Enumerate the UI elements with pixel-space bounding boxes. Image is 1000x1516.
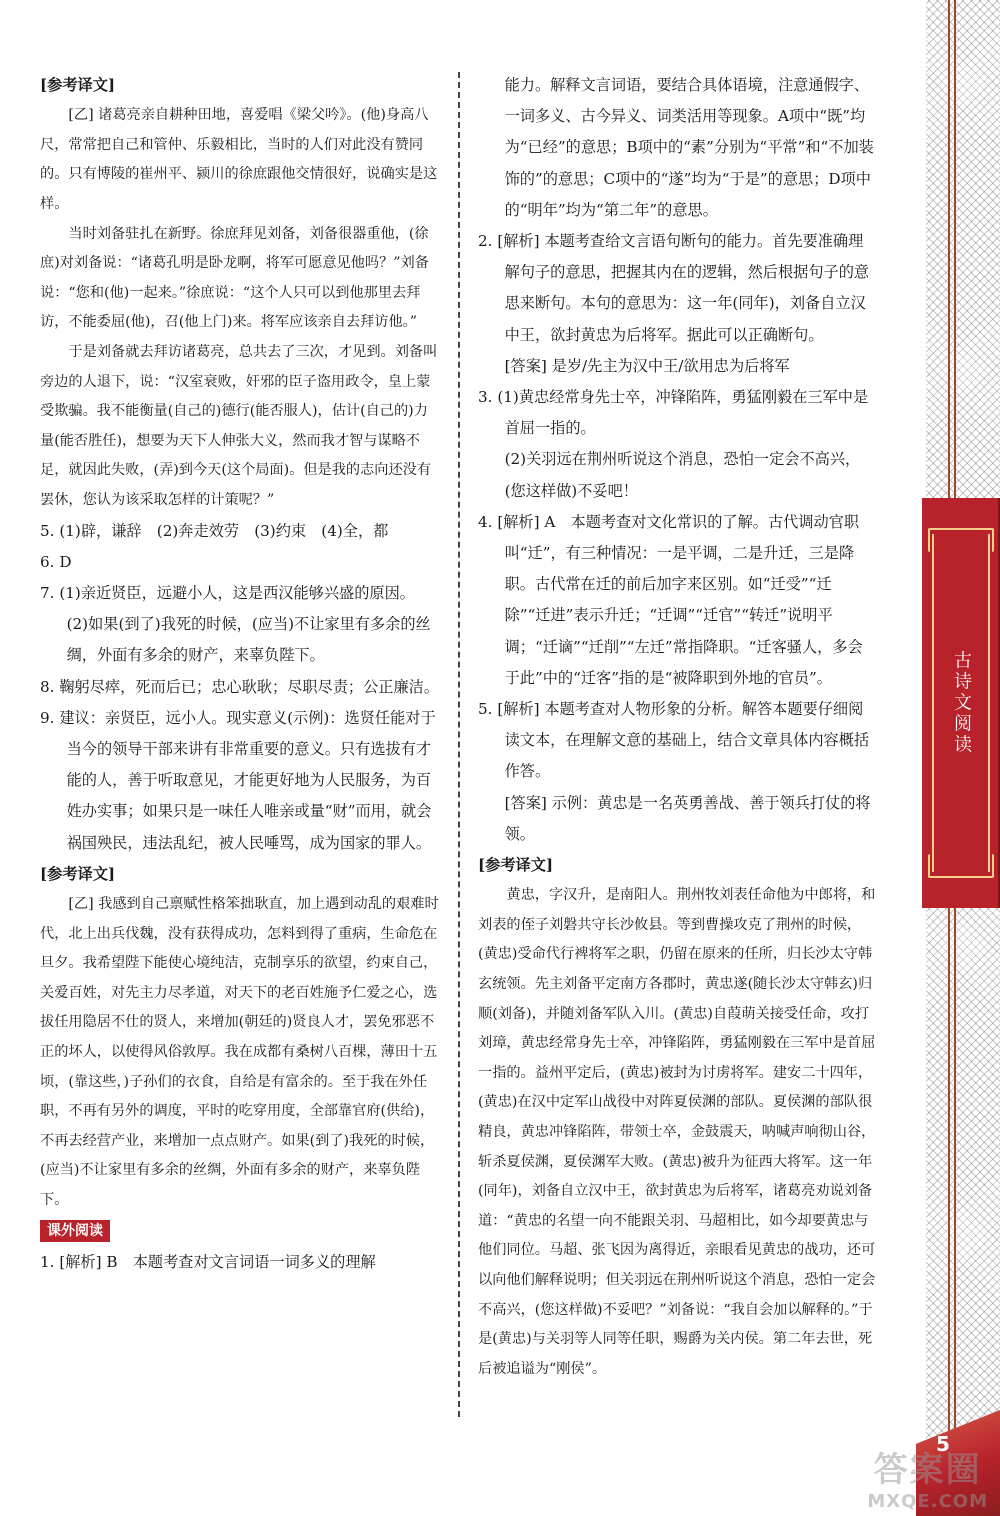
answer-item-3: 3. (1)黄忠经常身先士卒，冲锋陷阵，勇猛刚毅在三军中是首屈一指的。 — [478, 388, 869, 438]
translation-heading: [参考译文] — [478, 856, 554, 875]
answer-item-1: 1. [解析] B 本题考查对文言词语一词多义的理解 — [40, 1252, 376, 1271]
answer-item-3-part-2: (2)关羽远在荆州听说这个消息，恐怕一定会不高兴，(您这样做)不妥吧！ — [504, 450, 861, 500]
translation-paragraph: [乙] 我感到自己禀赋性格笨拙耿直，加上遇到动乱的艰难时代，北上出兵伐魏，没有获得成功，怎料到得了重病，生命危在旦夕。我希望陛下能使心境纯洁，克制享乐的欲望，约束自己，关爱百姓，对先主力尽孝道，对天下的老百姓施予仁爱之心，选拔任用隐居不仕的贤人，来增加(朝廷的)贤良人才，罢免邪恶不正的坏人，以使得风俗敦厚。我在成都有桑树八百棵，薄田十五顷，(靠这些，)子孙们的衣食，自给是有富余的。至于我在外任职，不再有另外的调度，平时的吃穿用度，全部靠官府(供给)，不再去经营产业，来增加一点点财产。如果(到了)我死的时候，(应当)不让家里有多余的丝绸，外面有多余的财产，来辜负陛下。 — [40, 895, 439, 1208]
section-badge: 课外阅读 — [40, 1220, 110, 1242]
translation-paragraph: 当时刘备驻扎在新野。徐庶拜见刘备，刘备很器重他，(徐庶)对刘备说：“诸葛孔明是卧龙啊，将军可愿意见他吗？”刘备说：“您和(他)一起来。”徐庶说：“这个人只可以到他那里去拜访，不能委屈(他)，召(他上门)来。将军应该亲自去拜访他。” — [40, 225, 429, 331]
answer-item-2: 2. [解析] 本题考查给文言语句断句的能力。首先要准确理解句子的意思，把握其内在的逻辑，然后根据句子的意思来断句。本句的意思为：这一年(同年)，刘备自立汉中王，欲封黄忠为后将军。据此可以正确断句。 — [478, 232, 870, 344]
section-label-extracurricular — [40, 1215, 440, 1246]
page-number: 5 — [936, 1432, 950, 1456]
watermark-logo: 答案圈 — [873, 1450, 982, 1490]
translation-paragraph: [乙] 诸葛亮亲自耕种田地，喜爱唱《梁父吟》。(他)身高八尺，常常把自己和管仲、乐毅相比，当时的人们对此没有赞同的。只有博陵的崔州平、颍川的徐庶跟他交情很好，说确实是这样。 — [40, 107, 438, 212]
translation-heading: [参考译文] — [40, 76, 116, 94]
translation-paragraph: 于是刘备就去拜访诸葛亮，总共去了三次，才见到。刘备叫旁边的人退下，说：“汉室衰败，奸邪的臣子盗用政令，皇上蒙受欺骗。我不能衡量(自己的)德行(能否服人)，估计(自己的)力量(能否胜任)，想要为天下人伸张大义，然而我才智与谋略不足，就因此失败，(弄)到今天(这个局面)。但是我的志向还没有罢休，您认为该采取怎样的计策呢？” — [40, 343, 438, 508]
answer-item-8: 8. 鞠躬尽瘁，死而后已；忠心耿耿；尽职尽责；公正廉洁。 — [40, 677, 440, 696]
answer-item-1-continued: 能力。解释文言词语，要结合具体语境，注意通假字、一词多义、古今异义、词类活用等现象。A项中“既”均为“已经”的意思；B项中的“素”分别为“平常”和“不加装饰的”的意思；C项中的“遂”均为“于是”的意思；D项中的“明年”均为“第二年”的意思。 — [504, 76, 874, 219]
side-tab-label: 古诗文阅读 — [951, 650, 972, 756]
right-column — [478, 70, 876, 1384]
answer-item-5: 5. [解析] 本题考查对人物形象的分析。解答本题要仔细阅读文本，在理解文意的基础上，结合文章具体内容概括作答。 — [478, 700, 870, 781]
answer-item-2-answer: [答案] 是岁/先主为汉中王/欲用忠为后将军 — [504, 356, 790, 375]
answer-item-7: 7. (1)亲近贤臣，远避小人，这是西汉能够兴盛的原因。 — [40, 583, 415, 602]
left-column — [40, 70, 440, 1278]
answer-item-9: 9. 建议：亲贤臣，远小人。现实意义(示例)：选贤任能对于当今的领导干部来讲有非常重要的意义。只有选拔有才能的人，善于听取意见，才能更好地为人民服务，为百姓办实事；如果只是一味任人唯亲或量“财”而用，就会祸国殃民，违法乱纪，被人民唾骂，成为国家的罪人。 — [40, 708, 436, 852]
tab-ornament-bottom — [928, 854, 994, 878]
watermark-url: MXQE.COM — [867, 1491, 988, 1512]
translation-heading: [参考译文] — [40, 864, 116, 883]
watermark — [867, 1442, 988, 1512]
answer-item-6: 6. D — [40, 552, 72, 571]
answer-item-7-part-2: (2)如果(到了)我死的时候，(应当)不让家里有多余的丝绸，外面有多余的财产，来辜负陛下。 — [66, 615, 431, 665]
translation-paragraph: 黄忠，字汉升，是南阳人。荆州牧刘表任命他为中郎将，和刘表的侄子刘磐共守长沙攸县。等到曹操攻克了荆州的时候，(黄忠)受命代行裨将军之职，仍留在原来的任所，归长沙太守韩玄统领。先主刘备平定南方各郡时，黄忠遂(随长沙太守韩玄)归顺(刘备)，并随刘备军队入川。(黄忠)自葭萌关接受任命，攻打刘璋，黄忠经常身先士卒，冲锋陷阵，勇猛刚毅在三军中是首屈一指的。益州平定后，(黄忠)被封为讨虏将军。建安二十四年，(黄忠)在汉中定军山战役中对阵夏侯渊的部队。夏侯渊的部队很精良，黄忠冲锋陷阵，带领士卒，金鼓震天，呐喊声响彻山谷，斩杀夏侯渊，夏侯渊军大败。(黄忠)被升为征西大将军。这一年(同年)，刘备自立汉中王，欲封黄忠为后将军，诸葛亮劝说刘备道：“黄忠的名望一向不能跟关羽、马超相比，如今却要黄忠与他们同位。马超、张飞因为离得近，亲眼看见黄忠的战功，还可以向他们解释说明；但关羽远在荆州听说这个消息，恐怕一定会不高兴，(您这样做)不妥吧？”刘备说：“我自会加以解释的。”于是(黄忠)与关羽等人同等任职，赐爵为关内侯。第二年去世，死后被追谥为“刚侯”。 — [478, 887, 876, 1377]
answer-item-4: 4. [解析] A 本题考查对文化常识的了解。古代调动官职叫“迁”，有三种情况：一是平调，二是升迁，三是降职。古代常在迁的前后加字来区别。如“迁受”“迁除”“迁进”表示升迁；“迁调”“迁官”“转迁”说明平调；“迁谪”“迁削”“左迁”常指降职。“迁客骚人，多会于此”中的“迁客”指的是“被降职到外地的官员”。 — [478, 512, 863, 687]
answer-item-5-answer: [答案] 示例：黄忠是一名英勇善战、善于领兵打仗的将领。 — [504, 793, 871, 843]
answer-item-5: 5. (1)辟，谦辞 (2)奔走效劳 (3)约束 (4)全，都 — [40, 521, 389, 540]
column-divider — [458, 72, 460, 1417]
section-side-tab — [922, 498, 1000, 908]
